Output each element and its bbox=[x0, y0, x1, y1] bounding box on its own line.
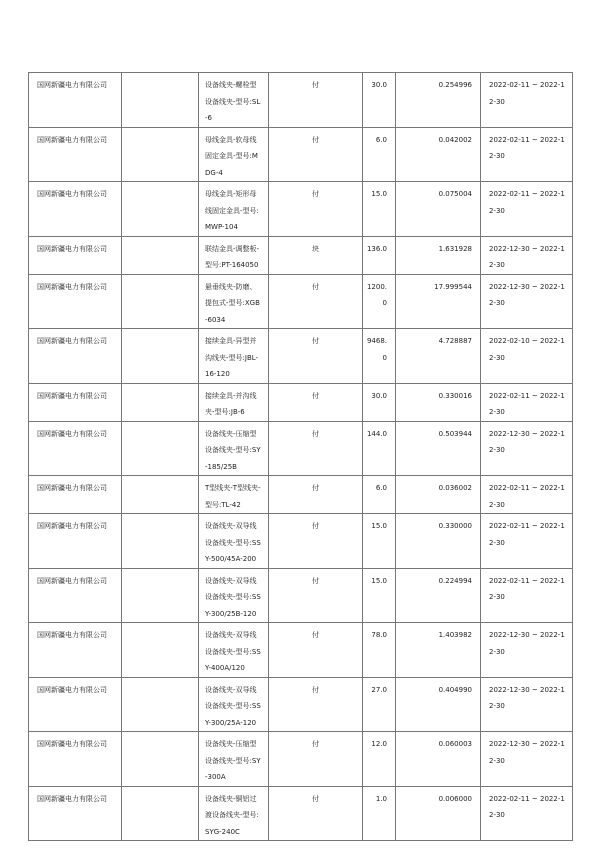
period-cell: 2022-12-30 ~ 2022-12-30 bbox=[481, 421, 573, 476]
blank-cell bbox=[122, 274, 199, 329]
period-cell: 2022-02-11 ~ 2022-12-30 bbox=[481, 383, 573, 421]
blank-cell bbox=[122, 623, 199, 678]
table-row bbox=[29, 421, 573, 476]
company-cell: 国网新疆电力有限公司 bbox=[29, 182, 122, 237]
quantity-cell: 78.0 bbox=[363, 623, 396, 678]
blank-cell bbox=[122, 677, 199, 732]
company-cell: 国网新疆电力有限公司 bbox=[29, 677, 122, 732]
company-cell: 国网新疆电力有限公司 bbox=[29, 568, 122, 623]
quantity-cell: 12.0 bbox=[363, 732, 396, 787]
unit-cell: 付 bbox=[269, 182, 363, 237]
period-cell: 2022-12-30 ~ 2022-12-30 bbox=[481, 732, 573, 787]
description-cell: T型线夹-T型线夹-型号:TL-42 bbox=[199, 476, 269, 514]
table-row bbox=[29, 127, 573, 182]
blank-cell bbox=[122, 421, 199, 476]
company-cell: 国网新疆电力有限公司 bbox=[29, 514, 122, 569]
value-cell: 0.503944 bbox=[396, 421, 481, 476]
quantity-cell: 6.0 bbox=[363, 127, 396, 182]
quantity-cell: 15.0 bbox=[363, 514, 396, 569]
period-cell: 2022-02-11 ~ 2022-12-30 bbox=[481, 182, 573, 237]
value-cell: 0.006000 bbox=[396, 786, 481, 841]
blank-cell bbox=[122, 476, 199, 514]
unit-cell: 付 bbox=[269, 274, 363, 329]
quantity-cell: 9468.0 bbox=[363, 329, 396, 384]
period-cell: 2022-12-30 ~ 2022-12-30 bbox=[481, 274, 573, 329]
value-cell: 0.036002 bbox=[396, 476, 481, 514]
quantity-cell: 136.0 bbox=[363, 236, 396, 274]
description-cell: 联结金具-调整板-型号:PT-164050 bbox=[199, 236, 269, 274]
value-cell: 0.404990 bbox=[396, 677, 481, 732]
value-cell: 0.060003 bbox=[396, 732, 481, 787]
description-cell: 设备线夹-双导线设备线夹-型号:SSY-500/45A-200 bbox=[199, 514, 269, 569]
value-cell: 0.075004 bbox=[396, 182, 481, 237]
unit-cell: 付 bbox=[269, 329, 363, 384]
description-cell: 接续金具-异型并沟线夹-型号:JBL-16-120 bbox=[199, 329, 269, 384]
unit-cell: 付 bbox=[269, 623, 363, 678]
company-cell: 国网新疆电力有限公司 bbox=[29, 236, 122, 274]
table-row bbox=[29, 514, 573, 569]
table-row bbox=[29, 73, 573, 128]
unit-cell: 付 bbox=[269, 732, 363, 787]
table-row bbox=[29, 786, 573, 841]
description-cell: 悬垂线夹-防磨、提包式-型号:XGB-6034 bbox=[199, 274, 269, 329]
blank-cell bbox=[122, 786, 199, 841]
unit-cell: 块 bbox=[269, 236, 363, 274]
blank-cell bbox=[122, 236, 199, 274]
period-cell: 2022-02-11 ~ 2022-12-30 bbox=[481, 127, 573, 182]
table-row bbox=[29, 236, 573, 274]
period-cell: 2022-02-11 ~ 2022-12-30 bbox=[481, 568, 573, 623]
unit-cell: 付 bbox=[269, 476, 363, 514]
description-cell: 设备线夹-压缩型设备线夹-型号:SY-300A bbox=[199, 732, 269, 787]
description-cell: 母线金具-软母线固定金具-型号:MDG-4 bbox=[199, 127, 269, 182]
table-row bbox=[29, 329, 573, 384]
blank-cell bbox=[122, 127, 199, 182]
document-page bbox=[28, 72, 572, 841]
blank-cell bbox=[122, 514, 199, 569]
unit-cell: 付 bbox=[269, 786, 363, 841]
quantity-cell: 1.0 bbox=[363, 786, 396, 841]
blank-cell bbox=[122, 732, 199, 787]
value-cell: 4.728887 bbox=[396, 329, 481, 384]
quantity-cell: 15.0 bbox=[363, 182, 396, 237]
period-cell: 2022-12-30 ~ 2022-12-30 bbox=[481, 677, 573, 732]
blank-cell bbox=[122, 182, 199, 237]
description-cell: 设备线夹-双导线设备线夹-型号:SSY-300/25B-120 bbox=[199, 568, 269, 623]
period-cell: 2022-02-11 ~ 2022-12-30 bbox=[481, 73, 573, 128]
quantity-cell: 15.0 bbox=[363, 568, 396, 623]
table-row bbox=[29, 182, 573, 237]
quantity-cell: 27.0 bbox=[363, 677, 396, 732]
value-cell: 1.631928 bbox=[396, 236, 481, 274]
value-cell: 0.042002 bbox=[396, 127, 481, 182]
company-cell: 国网新疆电力有限公司 bbox=[29, 383, 122, 421]
value-cell: 0.330016 bbox=[396, 383, 481, 421]
unit-cell: 付 bbox=[269, 677, 363, 732]
company-cell: 国网新疆电力有限公司 bbox=[29, 329, 122, 384]
unit-cell: 付 bbox=[269, 73, 363, 128]
materials-table bbox=[28, 72, 573, 841]
table-row bbox=[29, 677, 573, 732]
company-cell: 国网新疆电力有限公司 bbox=[29, 274, 122, 329]
period-cell: 2022-02-11 ~ 2022-12-30 bbox=[481, 476, 573, 514]
company-cell: 国网新疆电力有限公司 bbox=[29, 786, 122, 841]
period-cell: 2022-02-10 ~ 2022-12-30 bbox=[481, 329, 573, 384]
value-cell: 17.999544 bbox=[396, 274, 481, 329]
company-cell: 国网新疆电力有限公司 bbox=[29, 127, 122, 182]
table-row bbox=[29, 383, 573, 421]
unit-cell: 付 bbox=[269, 383, 363, 421]
description-cell: 接续金具-并沟线夹-型号:JB-6 bbox=[199, 383, 269, 421]
value-cell: 1.403982 bbox=[396, 623, 481, 678]
unit-cell: 付 bbox=[269, 514, 363, 569]
quantity-cell: 6.0 bbox=[363, 476, 396, 514]
blank-cell bbox=[122, 73, 199, 128]
description-cell: 设备线夹-铜铝过渡设备线夹-型号:SYG-240C bbox=[199, 786, 269, 841]
quantity-cell: 30.0 bbox=[363, 73, 396, 128]
period-cell: 2022-12-30 ~ 2022-12-30 bbox=[481, 236, 573, 274]
blank-cell bbox=[122, 568, 199, 623]
period-cell: 2022-02-11 ~ 2022-12-30 bbox=[481, 514, 573, 569]
company-cell: 国网新疆电力有限公司 bbox=[29, 73, 122, 128]
unit-cell: 付 bbox=[269, 568, 363, 623]
company-cell: 国网新疆电力有限公司 bbox=[29, 732, 122, 787]
description-cell: 设备线夹-压缩型设备线夹-型号:SY-185/25B bbox=[199, 421, 269, 476]
description-cell: 设备线夹-螺栓型设备线夹-型号:SL-6 bbox=[199, 73, 269, 128]
value-cell: 0.330000 bbox=[396, 514, 481, 569]
table-row bbox=[29, 274, 573, 329]
quantity-cell: 30.0 bbox=[363, 383, 396, 421]
company-cell: 国网新疆电力有限公司 bbox=[29, 623, 122, 678]
blank-cell bbox=[122, 383, 199, 421]
description-cell: 设备线夹-双导线设备线夹-型号:SSY-400A/120 bbox=[199, 623, 269, 678]
description-cell: 母线金具-矩形母线固定金具-型号:MWP-104 bbox=[199, 182, 269, 237]
quantity-cell: 1200.0 bbox=[363, 274, 396, 329]
table-row bbox=[29, 623, 573, 678]
company-cell: 国网新疆电力有限公司 bbox=[29, 421, 122, 476]
blank-cell bbox=[122, 329, 199, 384]
table-row bbox=[29, 568, 573, 623]
value-cell: 0.254996 bbox=[396, 73, 481, 128]
unit-cell: 付 bbox=[269, 421, 363, 476]
table-row bbox=[29, 732, 573, 787]
period-cell: 2022-12-30 ~ 2022-12-30 bbox=[481, 623, 573, 678]
period-cell: 2022-02-11 ~ 2022-12-30 bbox=[481, 786, 573, 841]
quantity-cell: 144.0 bbox=[363, 421, 396, 476]
table-row bbox=[29, 476, 573, 514]
unit-cell: 付 bbox=[269, 127, 363, 182]
description-cell: 设备线夹-双导线设备线夹-型号:SSY-300/25A-120 bbox=[199, 677, 269, 732]
company-cell: 国网新疆电力有限公司 bbox=[29, 476, 122, 514]
value-cell: 0.224994 bbox=[396, 568, 481, 623]
materials-table-body bbox=[29, 73, 573, 841]
